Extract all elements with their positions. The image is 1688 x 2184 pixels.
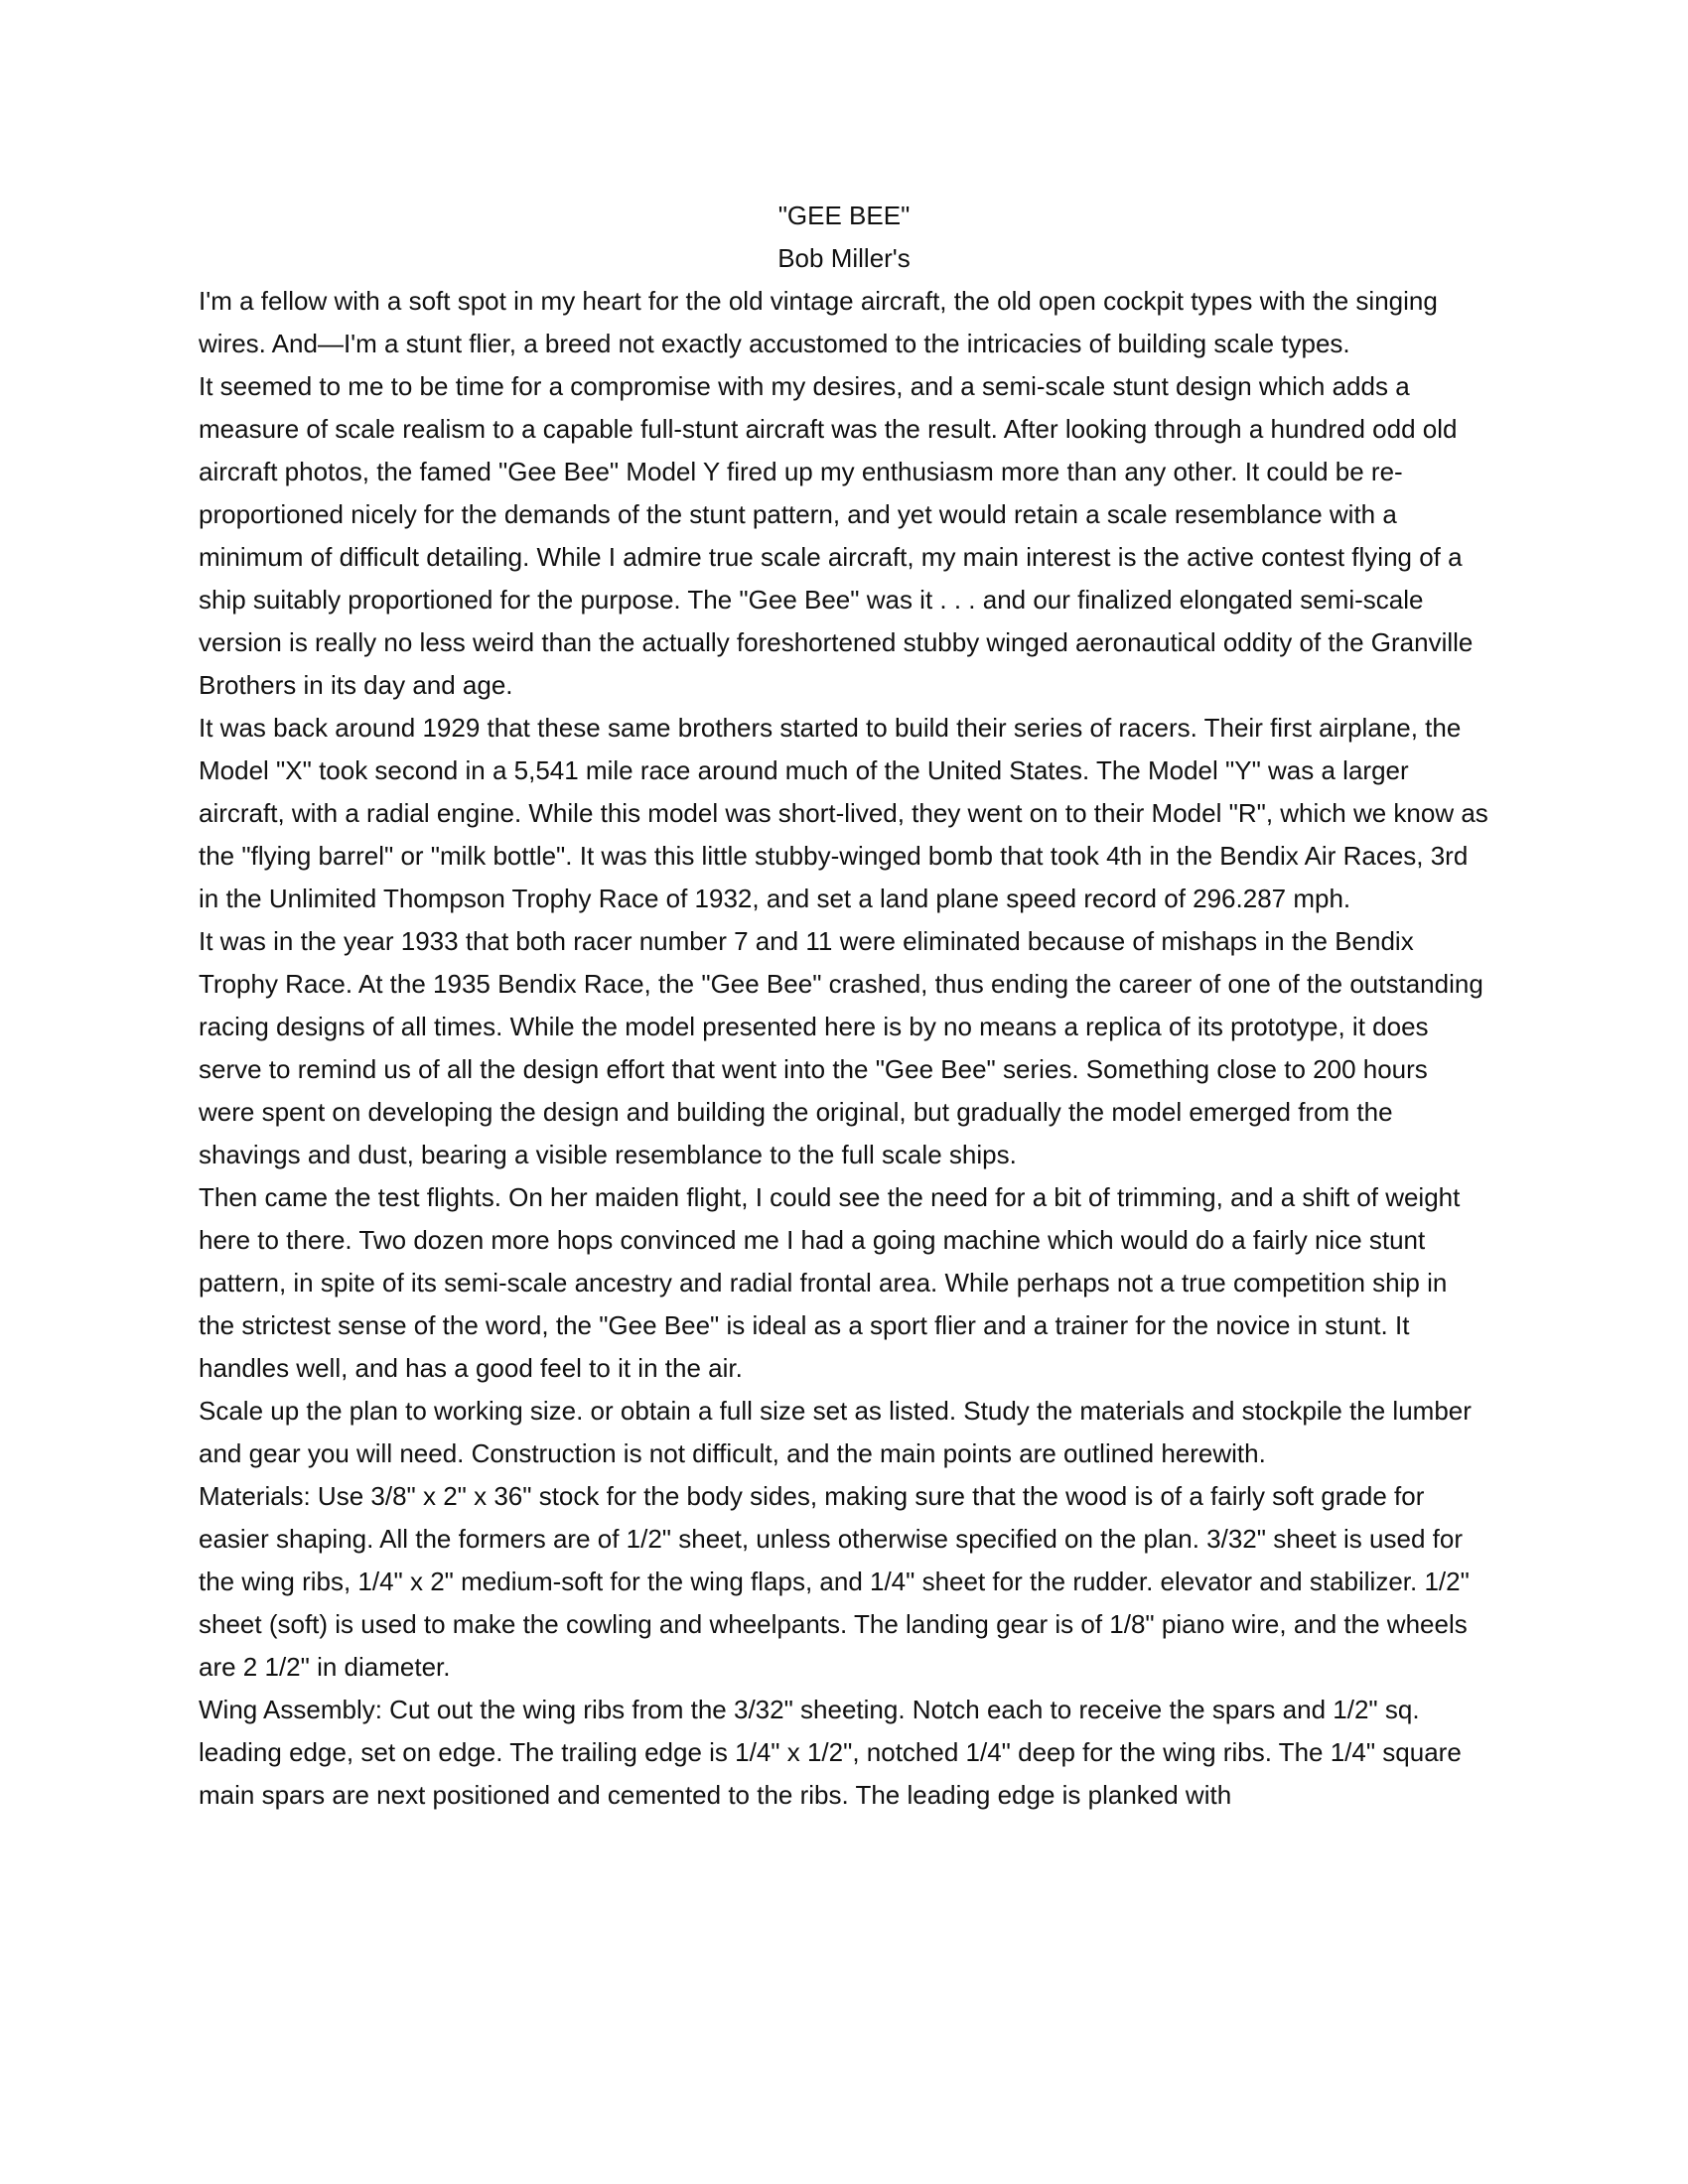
paragraph: It was in the year 1933 that both racer number 7 and 11 were eliminated because of mishaps in the Bendix Trophy Race. At the 1935 Bendix Race, the "Gee Bee" crashed, thus ending the career of one of the outstanding racing designs of all times. While the model presented here is by no means a replica of its prototype, it does serve to remind us of all the design effort that went into the "Gee Bee" series. Something close to 200 hours were spent on developing the design and building the original, but gradually the model emerged from the shavings and dust, bearing a visible resemblance to the full scale ships. — [199, 926, 1483, 1169]
paragraph: I'm a fellow with a soft spot in my heart for the old vintage aircraft, the old open cockpit types with the singing wires. And—I'm a stunt flier, a breed not exactly accustomed to the intricacies of building scale types. — [199, 286, 1438, 358]
document-body — [199, 195, 1489, 1817]
document-title: "GEE BEE" — [777, 201, 911, 230]
paragraph: Then came the test flights. On her maiden flight, I could see the need for a bit of trimming, and a shift of weight here to there. Two dozen more hops convinced me I had a going machine which would do a fairly nice stunt pattern, in spite of its semi-scale ancestry and radial frontal area. While perhaps not a true competition ship in the strictest sense of the word, the "Gee Bee" is ideal as a sport flier and a trainer for the novice in stunt. It handles well, and has a good feel to it in the air. — [199, 1182, 1461, 1383]
paragraph: Materials: Use 3/8" x 2" x 36" stock for the body sides, making sure that the wood is of a fairly soft grade for easier shaping. All the formers are of 1/2" sheet, unless otherwise specified on the plan. 3/32" sheet is used for the wing ribs, 1/4" x 2" medium-soft for the wing flaps, and 1/4" sheet for the rudder. elevator and stabilizer. 1/2" sheet (soft) is used to make the cowling and wheelpants. The landing gear is of 1/8" piano wire, and the wheels are 2 1/2" in diameter. — [199, 1481, 1470, 1682]
paragraph: It was back around 1929 that these same brothers started to build their series of racers. Their first airplane, the Model "X" took second in a 5,541 mile race around much of the United States. The Model "Y" was a larger aircraft, with a radial engine. While this model was short-lived, they went on to their Model "R", which we know as the "flying barrel" or "milk bottle". It was this little stubby-winged bomb that took 4th in the Bendix Air Races, 3rd in the Unlimited Thompson Trophy Race of 1932, and set a land plane speed record of 296.287 mph. — [199, 713, 1488, 913]
paragraph: Scale up the plan to working size. or obtain a full size set as listed. Study the materials and stockpile the lumber and gear you will need. Construction is not difficult, and the main points are outlined herewith. — [199, 1396, 1472, 1468]
paragraph: Wing Assembly: Cut out the wing ribs from the 3/32" sheeting. Notch each to receive the spars and 1/2" sq. leading edge, set on edge. The trailing edge is 1/4" x 1/2", notched 1/4" deep for the wing ribs. The 1/4" square main spars are next positioned and cemented to the ribs. The leading edge is planked with — [199, 1695, 1462, 1810]
paragraph: It seemed to me to be time for a compromise with my desires, and a semi-scale stunt design which adds a measure of scale realism to a capable full-stunt aircraft was the result. After looking through a hundred odd old aircraft photos, the famed "Gee Bee" Model Y fired up my enthusiasm more than any other. It could be re-proportioned nicely for the demands of the stunt pattern, and yet would retain a scale resemblance with a minimum of difficult detailing. While I admire true scale aircraft, my main interest is the active contest flying of a ship suitably proportioned for the purpose. The "Gee Bee" was it . . . and our finalized elongated semi-scale version is really no less weird than the actually foreshortened stubby winged aeronautical oddity of the Granville Brothers in its day and age. — [199, 371, 1474, 700]
document-byline: Bob Miller's — [777, 243, 911, 273]
